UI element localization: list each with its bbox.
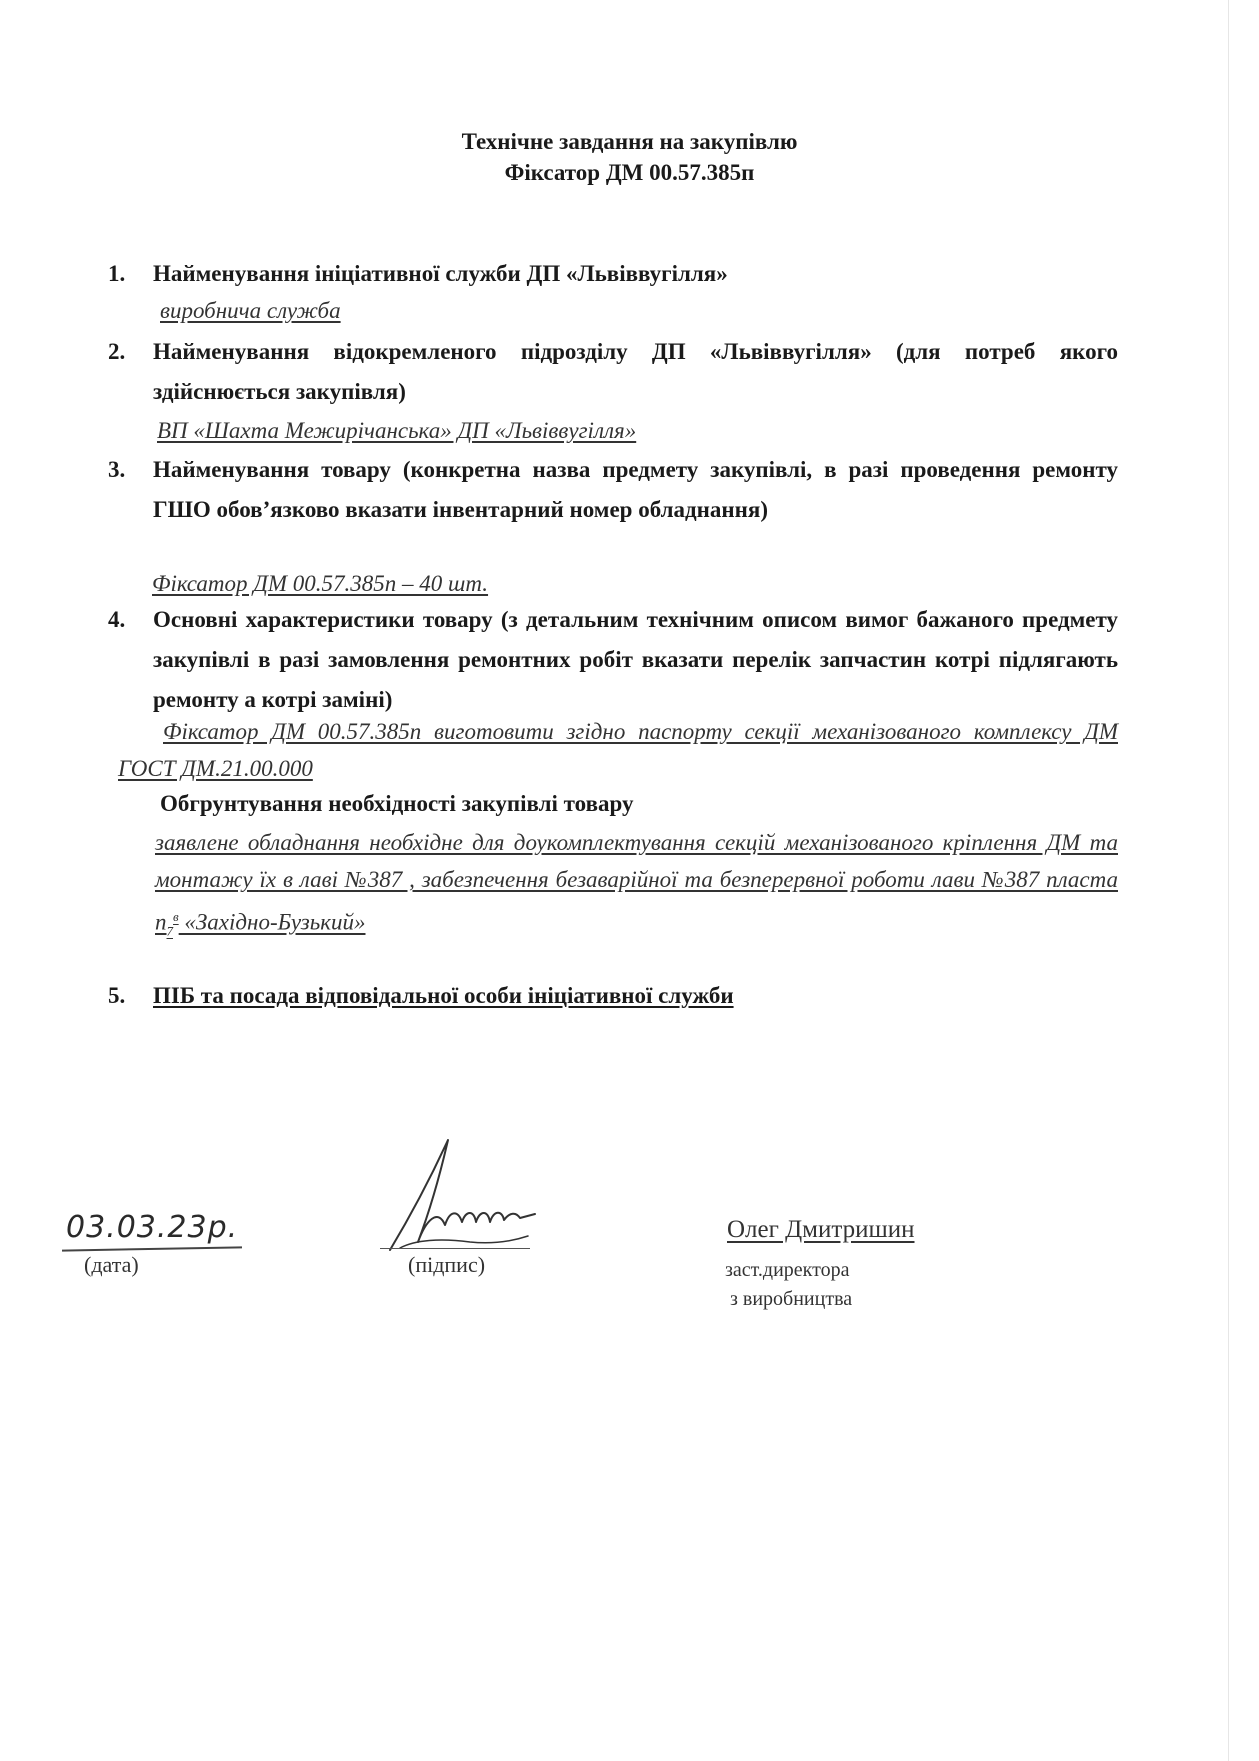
section-3-answer: Фіксатор ДМ 00.57.385п – 40 шт.	[152, 571, 489, 596]
date-label: (дата)	[84, 1252, 139, 1277]
section-2-heading	[108, 332, 1118, 412]
seam-index-sub: 7	[166, 923, 173, 939]
section-3-heading	[108, 450, 1118, 530]
section-number: 2.	[108, 339, 126, 364]
justification-heading: Обгрунтування необхідності закупівлі товару	[160, 791, 634, 816]
justification-answer	[155, 824, 1118, 949]
position-line-2: з виробництва	[725, 1288, 853, 1310]
justification-text: заявлене обладнання необхідне для доукомплектування секцій механізованого кріплення ДМ та монтажу їх в лаві №387 , забезпечення безаварійної та безперервної роботи лави №387 пласта n	[155, 830, 1118, 935]
section-1-answer: виробнича служба	[160, 298, 341, 323]
section-heading-text: Найменування ініціативної служби ДП «Львіввугілля»	[153, 261, 728, 286]
signature-line	[380, 1248, 530, 1249]
responsible-person-name: Олег Дмитришин	[727, 1216, 915, 1243]
section-4-heading	[108, 600, 1118, 720]
section-number: 5.	[108, 983, 126, 1008]
justification-text-end: «Західно-Бузький»	[178, 909, 366, 935]
section-number: 4.	[108, 607, 126, 632]
seam-index-sup: в	[173, 909, 179, 924]
section-5-heading	[108, 976, 1118, 1016]
section-heading-text: Найменування товару (конкретна назва предмету закупівлі, в разі проведення ремонту ГШО обов’язково вказати інвентарний номер обладнання)	[153, 457, 1118, 522]
signature-block	[0, 1190, 1259, 1350]
scan-edge-line	[1228, 0, 1229, 1761]
responsible-person-position	[725, 1256, 852, 1314]
section-1-heading	[108, 254, 1118, 294]
section-4-answer	[118, 713, 1118, 787]
section-2-answer: ВП «Шахта Межирічанська» ДП «Львіввугілля»	[157, 418, 637, 443]
date-underline	[62, 1246, 242, 1251]
section-heading-text: Основні характеристики товару (з детальним технічним описом вимог бажаного предмету закупівлі в разі замовлення ремонтних робіт вказати перелік запчастин котрі підлягають ремонту а котрі заміні)	[153, 607, 1118, 712]
position-line-1: заст.директора	[725, 1259, 850, 1281]
section-number: 1.	[108, 261, 126, 286]
signature-label: (підпис)	[408, 1252, 486, 1277]
section-heading-text: ПІБ та посада відповідальної особи ініціативної служби	[153, 983, 734, 1008]
section-4-answer-text: Фіксатор ДМ 00.57.385п виготовити згідно паспорту секції механізованого комплексу ДМ ГОСТ ДМ.21.00.000	[118, 719, 1118, 781]
document-subject: Фіксатор ДМ 00.57.385п	[504, 160, 755, 185]
handwritten-date: 03.03.23р.	[66, 1210, 239, 1245]
handwritten-signature	[370, 1130, 550, 1270]
section-number: 3.	[108, 457, 126, 482]
document-title: Технічне завдання на закупівлю	[461, 129, 798, 154]
section-heading-text: Найменування відокремленого підрозділу ДП «Львіввугілля» (для потреб якого здійснюється закупівля)	[153, 339, 1118, 404]
